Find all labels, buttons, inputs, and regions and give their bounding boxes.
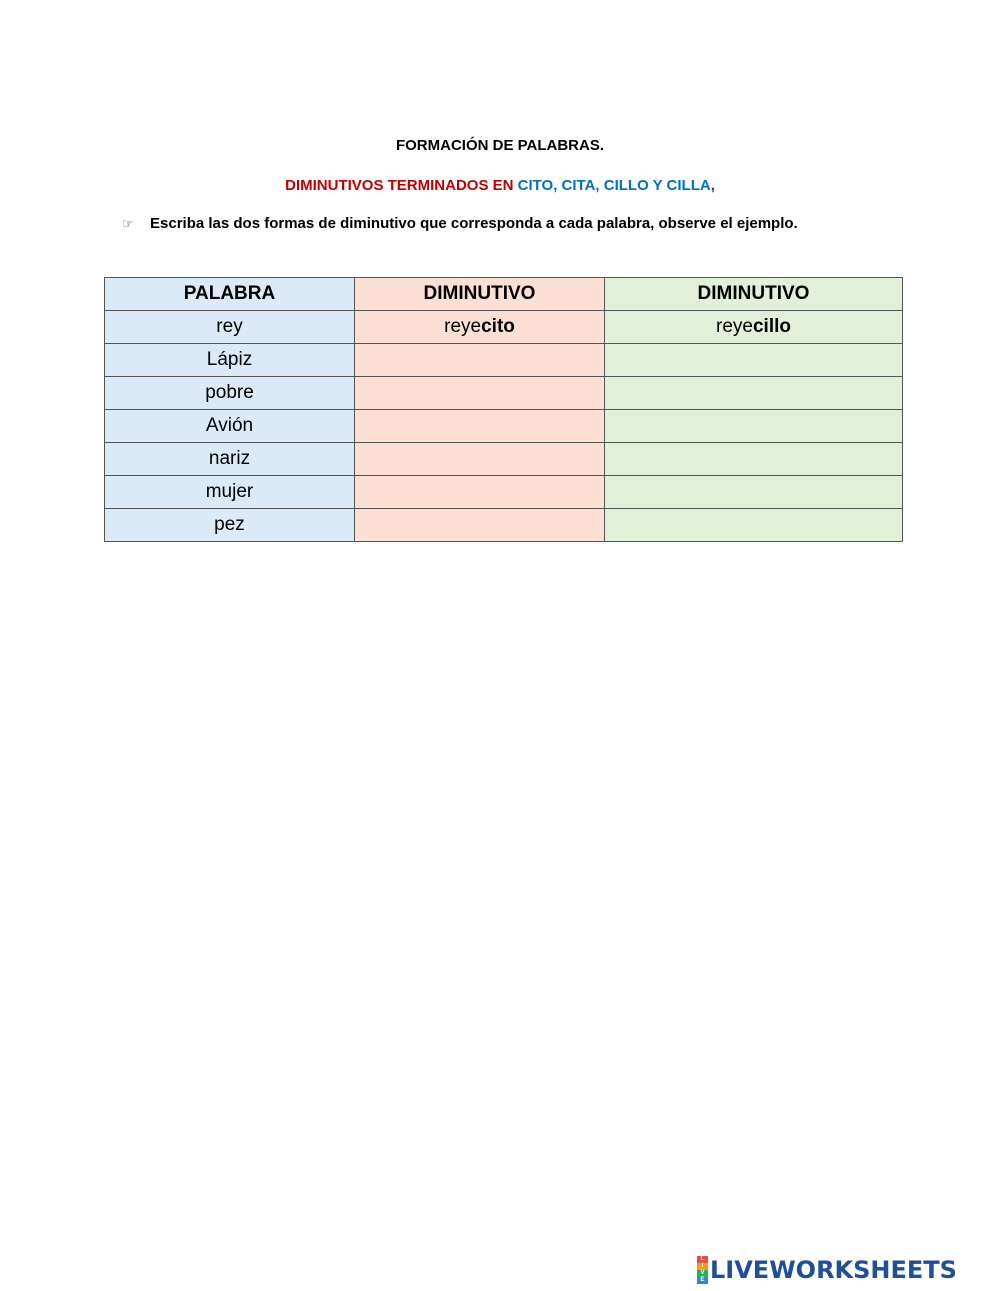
example-dim1-suffix: cito (481, 316, 515, 337)
table-row (105, 410, 903, 443)
word-cell: mujer (105, 476, 355, 509)
answer-cell-diminutive-2[interactable] (605, 443, 903, 476)
subtitle-red-text: DIMINUTIVOS TERMINADOS EN (285, 177, 518, 194)
table-row (105, 344, 903, 377)
logo-square: E (697, 1277, 708, 1284)
example-dim2-suffix: cillo (752, 316, 791, 337)
header-diminutivo-2: DIMINUTIVO (605, 278, 903, 311)
example-word: rey (105, 311, 355, 344)
table-row (105, 476, 903, 509)
table-row (105, 509, 903, 542)
answer-cell-diminutive-1[interactable] (355, 377, 605, 410)
table-header-row (105, 278, 903, 311)
answer-cell-diminutive-1[interactable] (355, 476, 605, 509)
answer-cell-diminutive-1[interactable] (355, 443, 605, 476)
page-subtitle (0, 177, 1000, 194)
answer-cell-diminutive-2[interactable] (605, 377, 903, 410)
answer-cell-diminutive-1[interactable] (355, 344, 605, 377)
logo-square: L (697, 1256, 708, 1263)
header-palabra: PALABRA (105, 278, 355, 311)
example-diminutive-2 (605, 311, 903, 344)
example-row (105, 311, 903, 344)
word-cell: pez (105, 509, 355, 542)
word-cell: Avión (105, 410, 355, 443)
header-diminutivo-1: DIMINUTIVO (355, 278, 605, 311)
logo-square: I (697, 1263, 708, 1270)
word-cell: pobre (105, 377, 355, 410)
answer-cell-diminutive-2[interactable] (605, 476, 903, 509)
logo-square: V (697, 1270, 708, 1277)
logo-squares-icon (697, 1256, 708, 1284)
answer-cell-diminutive-1[interactable] (355, 509, 605, 542)
answer-cell-diminutive-2[interactable] (605, 410, 903, 443)
answer-cell-diminutive-1[interactable] (355, 410, 605, 443)
table-row (105, 377, 903, 410)
page-title: FORMACIÓN DE PALABRAS. (395, 137, 605, 154)
example-diminutive-1 (355, 311, 605, 344)
word-cell: nariz (105, 443, 355, 476)
diminutive-table (104, 277, 903, 542)
answer-cell-diminutive-2[interactable] (605, 509, 903, 542)
example-dim2-base: reye (716, 316, 753, 337)
instruction (122, 215, 798, 232)
instruction-text: Escriba las dos formas de diminutivo que corresponda a cada palabra, observe el ejemplo. (150, 215, 798, 232)
example-dim1-base: reye (444, 316, 482, 337)
answer-cell-diminutive-2[interactable] (605, 344, 903, 377)
logo-text: LIVEWORKSHEETS (710, 1256, 957, 1284)
liveworksheets-logo (697, 1255, 957, 1285)
word-cell: Lápiz (105, 344, 355, 377)
table-row (105, 443, 903, 476)
subtitle-blue-text: CITO, CITA, CILLO Y CILLA (517, 177, 711, 194)
subtitle-comma: , (710, 177, 715, 194)
pointing-hand-icon: ☞ (122, 216, 134, 231)
